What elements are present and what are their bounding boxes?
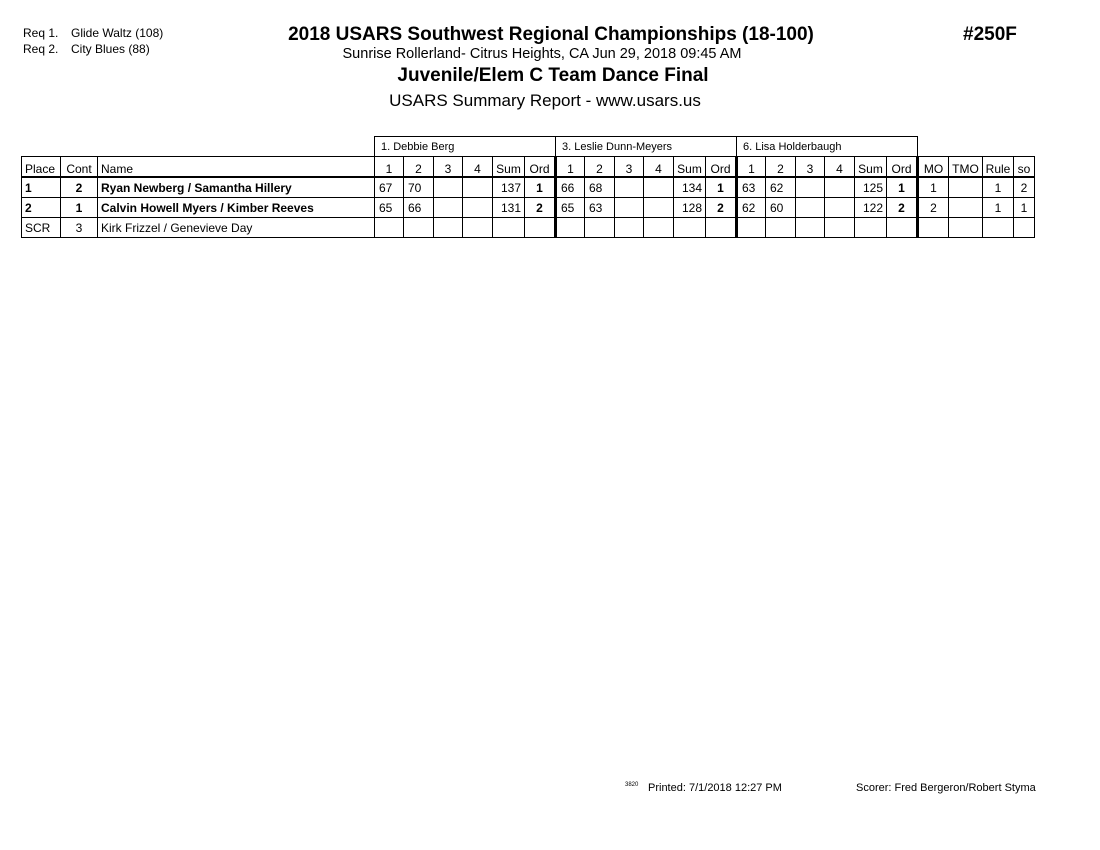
score-cell bbox=[766, 218, 796, 238]
mo-cell: 2 bbox=[918, 198, 949, 218]
score-cell: 68 bbox=[585, 177, 615, 198]
column-header: 2 bbox=[585, 157, 615, 178]
mo-cell: 1 bbox=[918, 177, 949, 198]
score-cell bbox=[434, 218, 463, 238]
score-cell bbox=[825, 198, 855, 218]
column-header: 1 bbox=[375, 157, 404, 178]
score-cell: 65 bbox=[375, 198, 404, 218]
division-title: Juvenile/Elem C Team Dance Final bbox=[397, 65, 709, 86]
score-cell: 63 bbox=[585, 198, 615, 218]
column-header: 4 bbox=[644, 157, 674, 178]
contestant-name-cell: Calvin Howell Myers / Kimber Reeves bbox=[98, 198, 375, 218]
score-sum-cell: 137 bbox=[493, 177, 525, 198]
column-header-row bbox=[22, 157, 1035, 178]
column-header: so bbox=[1014, 157, 1035, 178]
requirement-label: Req 2. bbox=[23, 42, 59, 56]
score-cell bbox=[434, 177, 463, 198]
report-title: USARS Summary Report - www.usars.us bbox=[389, 91, 701, 110]
table-row bbox=[22, 218, 1035, 238]
column-header: Sum bbox=[493, 157, 525, 178]
score-cell bbox=[644, 198, 674, 218]
score-cell: 70 bbox=[404, 177, 434, 198]
column-header: 3 bbox=[434, 157, 463, 178]
score-sum-cell: 134 bbox=[674, 177, 706, 198]
rule-cell bbox=[983, 218, 1014, 238]
score-cell bbox=[463, 218, 493, 238]
column-header: MO bbox=[918, 157, 949, 178]
ordinal-cell bbox=[525, 218, 556, 238]
column-header: Sum bbox=[855, 157, 887, 178]
column-header: Sum bbox=[674, 157, 706, 178]
score-sum-cell: 128 bbox=[674, 198, 706, 218]
column-header: 1 bbox=[556, 157, 585, 178]
contestant-number-cell: 1 bbox=[61, 198, 98, 218]
score-cell bbox=[404, 218, 434, 238]
contestant-number-cell: 2 bbox=[61, 177, 98, 198]
judge-name: 6. Lisa Holderbaugh bbox=[737, 137, 918, 157]
score-cell bbox=[585, 218, 615, 238]
column-header: 3 bbox=[615, 157, 644, 178]
event-number: #250F bbox=[963, 24, 1017, 45]
score-cell: 63 bbox=[737, 177, 766, 198]
tmo-cell bbox=[949, 218, 983, 238]
score-cell: 67 bbox=[375, 177, 404, 198]
score-cell: 60 bbox=[766, 198, 796, 218]
column-header: Name bbox=[98, 157, 375, 178]
judge-name: 3. Leslie Dunn-Meyers bbox=[556, 137, 737, 157]
column-header: Ord bbox=[887, 157, 918, 178]
score-sum-cell: 125 bbox=[855, 177, 887, 198]
score-cell bbox=[463, 198, 493, 218]
judge-name: 1. Debbie Berg bbox=[375, 137, 556, 157]
score-cell bbox=[556, 218, 585, 238]
tmo-cell bbox=[949, 198, 983, 218]
score-cell bbox=[644, 218, 674, 238]
judge-header-row bbox=[22, 137, 1035, 157]
requirement-dance: Glide Waltz (108) bbox=[71, 26, 164, 40]
contestant-name-cell: Ryan Newberg / Samantha Hillery bbox=[98, 177, 375, 198]
table-row bbox=[22, 177, 1035, 198]
column-header: 4 bbox=[463, 157, 493, 178]
score-cell bbox=[463, 177, 493, 198]
column-header: Cont bbox=[61, 157, 98, 178]
score-sum-cell: 122 bbox=[855, 198, 887, 218]
score-cell bbox=[615, 218, 644, 238]
ordinal-cell: 1 bbox=[887, 177, 918, 198]
score-cell: 66 bbox=[556, 177, 585, 198]
score-sum-cell: 131 bbox=[493, 198, 525, 218]
score-cell bbox=[615, 177, 644, 198]
score-cell bbox=[434, 198, 463, 218]
column-header: Ord bbox=[706, 157, 737, 178]
score-sum-cell bbox=[674, 218, 706, 238]
column-header: 1 bbox=[737, 157, 766, 178]
score-cell bbox=[796, 218, 825, 238]
so-cell: 2 bbox=[1014, 177, 1035, 198]
results-table bbox=[21, 136, 1035, 238]
requirement-label: Req 1. bbox=[23, 26, 59, 40]
venue-date: Sunrise Rollerland- Citrus Heights, CA Jun 29, 2018 09:45 AM bbox=[342, 46, 742, 62]
event-title-text: 2018 USARS Southwest Regional Championships (18-100) bbox=[288, 24, 814, 45]
score-cell bbox=[375, 218, 404, 238]
score-cell: 62 bbox=[766, 177, 796, 198]
mo-cell bbox=[918, 218, 949, 238]
printed-timestamp: Printed: 7/1/2018 12:27 PM bbox=[648, 782, 782, 794]
table-row bbox=[22, 198, 1035, 218]
ordinal-cell: 2 bbox=[525, 198, 556, 218]
footer-code: 3820 bbox=[625, 782, 639, 788]
score-sum-cell bbox=[493, 218, 525, 238]
column-header: 2 bbox=[404, 157, 434, 178]
column-header: Rule bbox=[983, 157, 1014, 178]
ordinal-cell: 1 bbox=[525, 177, 556, 198]
column-header: 2 bbox=[766, 157, 796, 178]
rule-cell: 1 bbox=[983, 198, 1014, 218]
column-header: Ord bbox=[525, 157, 556, 178]
score-cell bbox=[825, 177, 855, 198]
score-cell bbox=[796, 198, 825, 218]
contestant-number-cell: 3 bbox=[61, 218, 98, 238]
tmo-cell bbox=[949, 177, 983, 198]
scorer-names: Scorer: Fred Bergeron/Robert Styma bbox=[856, 782, 1036, 794]
event-title bbox=[0, 24, 1100, 46]
column-header: 4 bbox=[825, 157, 855, 178]
ordinal-cell: 2 bbox=[706, 198, 737, 218]
so-cell bbox=[1014, 218, 1035, 238]
contestant-name-cell: Kirk Frizzel / Genevieve Day bbox=[98, 218, 375, 238]
ordinal-cell: 1 bbox=[706, 177, 737, 198]
so-cell: 1 bbox=[1014, 198, 1035, 218]
score-cell: 66 bbox=[404, 198, 434, 218]
score-cell bbox=[644, 177, 674, 198]
score-cell bbox=[796, 177, 825, 198]
score-cell bbox=[615, 198, 644, 218]
rule-cell: 1 bbox=[983, 177, 1014, 198]
requirement-dance: City Blues (88) bbox=[71, 42, 150, 56]
ordinal-cell bbox=[887, 218, 918, 238]
score-cell bbox=[737, 218, 766, 238]
score-cell bbox=[825, 218, 855, 238]
score-cell: 65 bbox=[556, 198, 585, 218]
column-header: TMO bbox=[949, 157, 983, 178]
score-sum-cell bbox=[855, 218, 887, 238]
place-cell: 2 bbox=[22, 198, 61, 218]
ordinal-cell: 2 bbox=[887, 198, 918, 218]
place-cell: 1 bbox=[22, 177, 61, 198]
column-header: 3 bbox=[796, 157, 825, 178]
column-header: Place bbox=[22, 157, 61, 178]
ordinal-cell bbox=[706, 218, 737, 238]
place-cell: SCR bbox=[22, 218, 61, 238]
score-cell: 62 bbox=[737, 198, 766, 218]
